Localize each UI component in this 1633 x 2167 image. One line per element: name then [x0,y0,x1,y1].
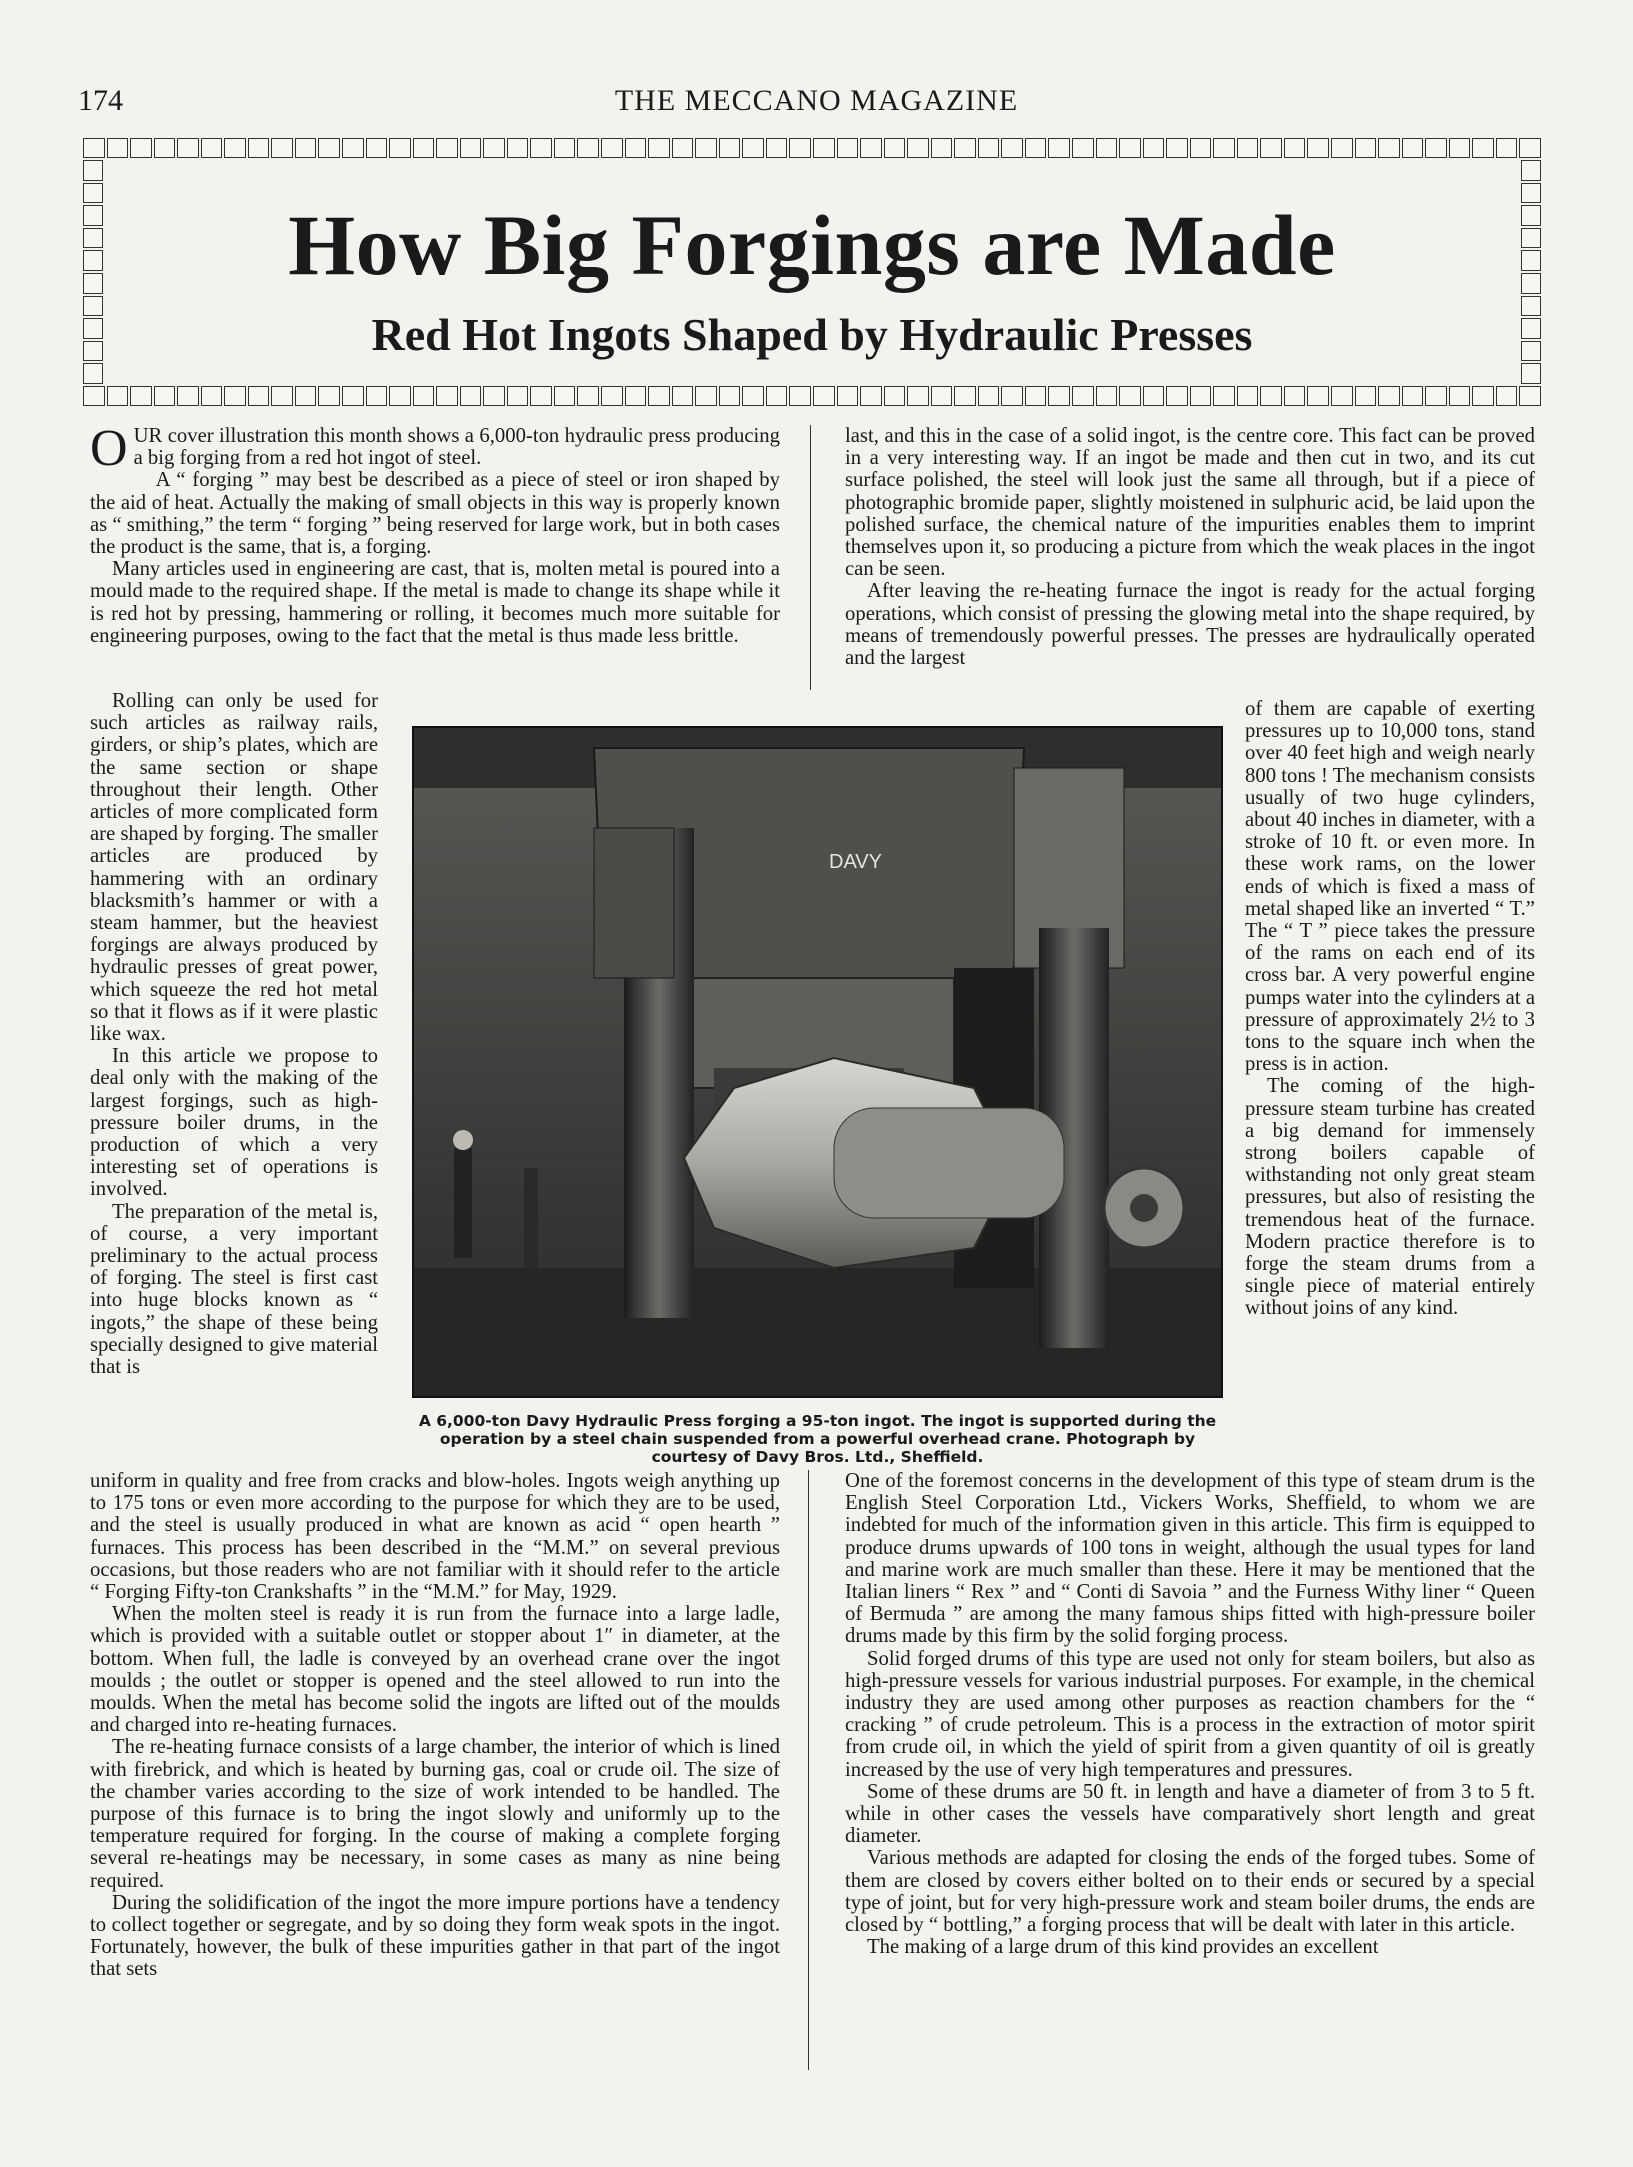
frame-square [931,138,953,158]
frame-square [695,386,717,406]
frame-square [931,386,953,406]
press-illustration [414,728,1221,1396]
frame-square [601,386,623,406]
frame-square [789,138,811,158]
frame-square [719,138,741,158]
frame-square [483,386,505,406]
frame-square [107,138,129,158]
frame-square [436,386,458,406]
paragraph-r7: Some of these drums are 50 ft. in length and have a diameter of from 3 to 5 ft. while in other cases the vessels have comparatively short length and great diameter. [845,1780,1535,1848]
frame-square [1307,386,1329,406]
left-column-narrow [90,690,378,1378]
frame-square [1402,138,1424,158]
frame-square [1119,386,1141,406]
frame-square [366,386,388,406]
frame-square [107,386,129,406]
frame-square [342,386,364,406]
photo-caption: A 6,000-ton Davy Hydraulic Press forging a 95-ton ingot. The ingot is supported during the operation by a steel chain suspended from a powerful overhead crane. Photograph by courtesy of Davy Bros. Ltd., Sheffield. [418,1412,1217,1466]
frame-square [1402,386,1424,406]
frame-square [1166,386,1188,406]
frame-square [672,386,694,406]
frame-square [577,138,599,158]
frame-square [1449,386,1471,406]
frame-square [271,138,293,158]
frame-square [1001,386,1023,406]
frame-square [1331,386,1353,406]
frame-square [224,138,246,158]
press-photograph [412,726,1223,1398]
frame-square [907,386,929,406]
frame-square [154,386,176,406]
frame-square [884,386,906,406]
frame-square [837,386,859,406]
frame-square [318,138,340,158]
frame-square [177,138,199,158]
frame-square [1331,138,1353,158]
frame-square [766,138,788,158]
frame-square [1378,138,1400,158]
paragraph-r1: last, and this in the case of a solid ingot, is the centre core. This fact can be proved in a very interesting way. If an ingot be made and then cut in two, and its cut surface polished, the steel will look just the same all through, but if a piece of photographic bromide paper, slightly moistened in sulphuric acid, be laid upon the polished surface, the chemical nature of the impurities enables them to imprint themselves upon it, so producing a picture from which the weak places in the ingot can be seen. [845,425,1535,581]
frame-square [83,160,103,181]
frame-square [813,386,835,406]
paragraph-7: When the molten steel is ready it is run from the furnace into a large ladle, which is provided with a suitable outlet or stopper about 1″ in diameter, at the bottom. When full, the ladle is conveyed by an overhead crane over the ingot moulds ; the outlet or stopper is opened and the steel allowed to run into the moulds. When the metal has become solid the ingots are lifted out of the moulds and charged into re-heating furnaces. [90,1603,780,1737]
frame-square [766,386,788,406]
frame-square [318,386,340,406]
frame-square [954,386,976,406]
frame-square [1213,386,1235,406]
frame-square [1472,138,1494,158]
frame-square [648,386,670,406]
frame-square [130,386,152,406]
frame-square [83,386,105,406]
paragraph-r9: The making of a large drum of this kind provides an excellent [867,1936,1379,1959]
paragraph-3: Many articles used in engineering are cast, that is, molten metal is poured into a mould made to the required shape. If the metal is made to change its shape while it is red hot by pressing, hammering or rolling, it becomes much more suitable for engineering purposes, owing to the fact that the metal is thus made less brittle. [90,558,780,647]
frame-square [507,386,529,406]
frame-square [1521,160,1541,181]
right-column-narrow [1245,698,1535,1320]
frame-square [460,138,482,158]
frame-square [460,386,482,406]
frame-square [366,138,388,158]
frame-square [1048,138,1070,158]
frame-square [1449,138,1471,158]
page-number: 174 [78,84,123,117]
paragraph-r5: One of the foremost concerns in the development of this type of steam drum is the English Steel Corporation Ltd., Vickers Works, Sheffield, to whom we are indebted for much of the information given in this article. This firm is equipped to produce drums upwards of 100 tons in weight, although the usual types for land and marine work are much smaller than these. Here it may be mentioned that the Italian liners “ Rex ” and “ Conti di Savoia ” and the Furness Withy liner “ Queen of Bermuda ” are among the many famous ships fitted with high-pressure boiler drums made by this firm by the solid forging process. [845,1470,1535,1648]
frame-square [1519,138,1541,158]
frame-square [1025,386,1047,406]
left-column-top [90,420,780,647]
frame-square [1496,138,1518,158]
frame-square [295,386,317,406]
frame-square [1519,386,1541,406]
column-rule-top [810,425,811,690]
frame-square [860,138,882,158]
frame-square [1425,138,1447,158]
frame-square [224,386,246,406]
frame-square [554,138,576,158]
frame-square [295,138,317,158]
frame-square [860,386,882,406]
frame-square [1096,386,1118,406]
frame-square [389,138,411,158]
frame-square [577,386,599,406]
frame-square [389,386,411,406]
frame-square [1472,386,1494,406]
paragraph-r6: Solid forged drums of this type are used not only for steam boilers, but also as high-pressure vessels for various industrial purposes. For example, in the chemical industry they are used among other purposes as reaction chambers for the “ cracking ” of crude petroleum. This is a process in the extraction of motor spirit from crude oil, in which the yield of spirit from a given quantity of oil is greatly increased by the use of very high temperatures and pressures. [845,1647,1535,1781]
frame-square [1260,138,1282,158]
frame-square [742,138,764,158]
frame-square [83,138,105,158]
frame-square [1048,386,1070,406]
frame-square [1119,138,1141,158]
frame-square [342,138,364,158]
frame-square [719,386,741,406]
frame-square [884,138,906,158]
frame-square [1425,386,1447,406]
frame-square [177,386,199,406]
paragraph-1: OUR cover illustration this month shows a 6,000-ton hydraulic press producing a big forging from a red hot ingot of steel. [90,420,780,477]
article-title: How Big Forgings are Made [288,197,1336,293]
frame-square [436,138,458,158]
frame-square [648,138,670,158]
frame-square [1072,138,1094,158]
frame-square [672,138,694,158]
frame-square [507,138,529,158]
frame-square [1143,386,1165,406]
frame-square [695,138,717,158]
frame-square [1378,386,1400,406]
frame-square [1001,138,1023,158]
paragraph-r2: After leaving the re-heating furnace the ingot is ready for the actual forging operations, which consist of pressing the glowing metal into the shape required, by means of tremendously powerful presses. The presses are hydraulically operated and the largest [845,580,1535,670]
frame-square [907,138,929,158]
paragraph-5: In this article we propose to deal only with the making of the largest forgings, such as high-pressure boiler drums, in the production of which a very interesting set of operations is involved. [90,1045,378,1201]
frame-square [413,138,435,158]
frame-square [978,386,1000,406]
frame-square [530,138,552,158]
frame-square [1284,138,1306,158]
frame-square [1166,138,1188,158]
frame-square [83,363,103,384]
article-subtitle: Red Hot Ingots Shaped by Hydraulic Presses [371,309,1253,360]
right-column-bottom [845,1470,1535,1958]
frame-square [483,138,505,158]
frame-square [1237,386,1259,406]
press-maker-label: DAVY [829,851,882,873]
frame-square [413,386,435,406]
frame-square [1096,138,1118,158]
paragraph-r4: The coming of the high-pressure steam turbine has created a big demand for immensely strong boilers capable of withstanding not only great steam pressures, but also of resisting the tremendous heat of the furnace. Modern practice therefore is to forge the steam drums from a single piece of material entirely without joins of any kind. [1245,1075,1535,1320]
paragraph-9: During the solidification of the ingot the more impure portions have a tendency to collect together or segregate, and by so doing they form weak spots in the ingot. Fortunately, however, the bulk of these impurities gather in that part of the ingot that sets [90,1891,780,1981]
paragraph-2: A “ forging ” may best be described as a piece of steel or iron shaped by the aid of heat. Actually the making of small objects in this way is properly known as “ smithing,” the term “ forging ” being reserved for large work, but in both cases the product is the same, that is, a forging. [90,469,780,559]
frame-square [1284,386,1306,406]
frame-square [201,138,223,158]
running-head: THE MECCANO MAGAZINE [614,84,1019,117]
frame-square [248,138,270,158]
frame-square [1190,138,1212,158]
frame-square [625,386,647,406]
frame-square [1260,386,1282,406]
right-column-top [845,425,1535,669]
paragraph-r8: Various methods are adapted for closing the ends of the forged tubes. Some of them are closed by covers either bolted on to their ends or secured by a special type of joint, but for very high-pressure work and steam boiler drums, the ends are closed by “ bottling,” a forging process that will be dealt with later in this article. [845,1847,1535,1937]
frame-square [554,386,576,406]
frame-square [154,138,176,158]
frame-square [742,386,764,406]
frame-square [201,386,223,406]
frame-square [625,138,647,158]
frame-square [1213,138,1235,158]
left-column-bottom [90,1470,780,1981]
frame-square [1496,386,1518,406]
column-rule-bottom [808,1470,809,2070]
frame-square [601,138,623,158]
frame-square [1190,386,1212,406]
frame-square [954,138,976,158]
frame-square [978,138,1000,158]
frame-square [1237,138,1259,158]
frame-square [271,386,293,406]
paragraph-4: Rolling can only be used for such articles as railway rails, girders, or ship’s plates, which are the same section or shape throughout their length. Other articles of more complicated form are shaped by forging. The smaller articles are produced by hammering with an ordinary blacksmith’s hammer or with a steam hammer, but the heaviest forgings are always produced by hydraulic presses of great power, which squeeze the red hot metal so that it flows as if it were plastic like wax. [90,690,378,1046]
frame-square [1072,386,1094,406]
frame-square [130,138,152,158]
frame-square [1521,363,1541,384]
frame-square [813,138,835,158]
frame-square [1143,138,1165,158]
paragraph-6: The preparation of the metal is, of course, a very important preliminary to the actual process of forging. The steel is first cast into huge blocks known as “ ingots,” the shape of these being specially designed to give material that is [90,1200,378,1379]
frame-square [1307,138,1329,158]
paragraph-6-cont: uniform in quality and free from cracks and blow-holes. Ingots weigh anything up to 175 tons or even more according to the purpose for which they are to be used, and the steel is usually produced in what are known as acid “ open hearth ” furnaces. This process has been described in the “M.M.” on several previous occasions, but those readers who are not familiar with it should refer to the article “ Forging Fifty-ton Crankshafts ” in the “M.M.” for May, 1929. [90,1470,780,1604]
frame-square [789,386,811,406]
paragraph-r3: of them are capable of exerting pressures up to 10,000 tons, stand over 40 feet high and weigh nearly 800 tons ! The mechanism consists usually of two huge cylinders, about 40 inches in diameter, with a stroke of 10 ft. or even more. In these work rams, on the lower ends of which is fixed a mass of metal shaped like an inverted “ T.” The “ T ” piece takes the pressure of the rams on each end of its cross bar. A very powerful engine pumps water into the cylinders at a pressure of approximately 2½ to 3 tons to the square inch when the press is in action. [1245,698,1535,1076]
frame-square [1355,138,1377,158]
frame-square [837,138,859,158]
paragraph-8: The re-heating furnace consists of a large chamber, the interior of which is lined with firebrick, and which is heated by burning gas, coal or crude oil. The size of the chamber varies according to the size of work intended to be handled. The purpose of this furnace is to bring the ingot slowly and uniformly up to the temperature required for forging. In the course of making a complete forging several re-heatings may be necessary, in some cases as many as nine being required. [90,1736,780,1892]
drop-cap: O [90,420,128,477]
frame-square [1355,386,1377,406]
frame-square [1025,138,1047,158]
frame-square [248,386,270,406]
frame-square [530,386,552,406]
